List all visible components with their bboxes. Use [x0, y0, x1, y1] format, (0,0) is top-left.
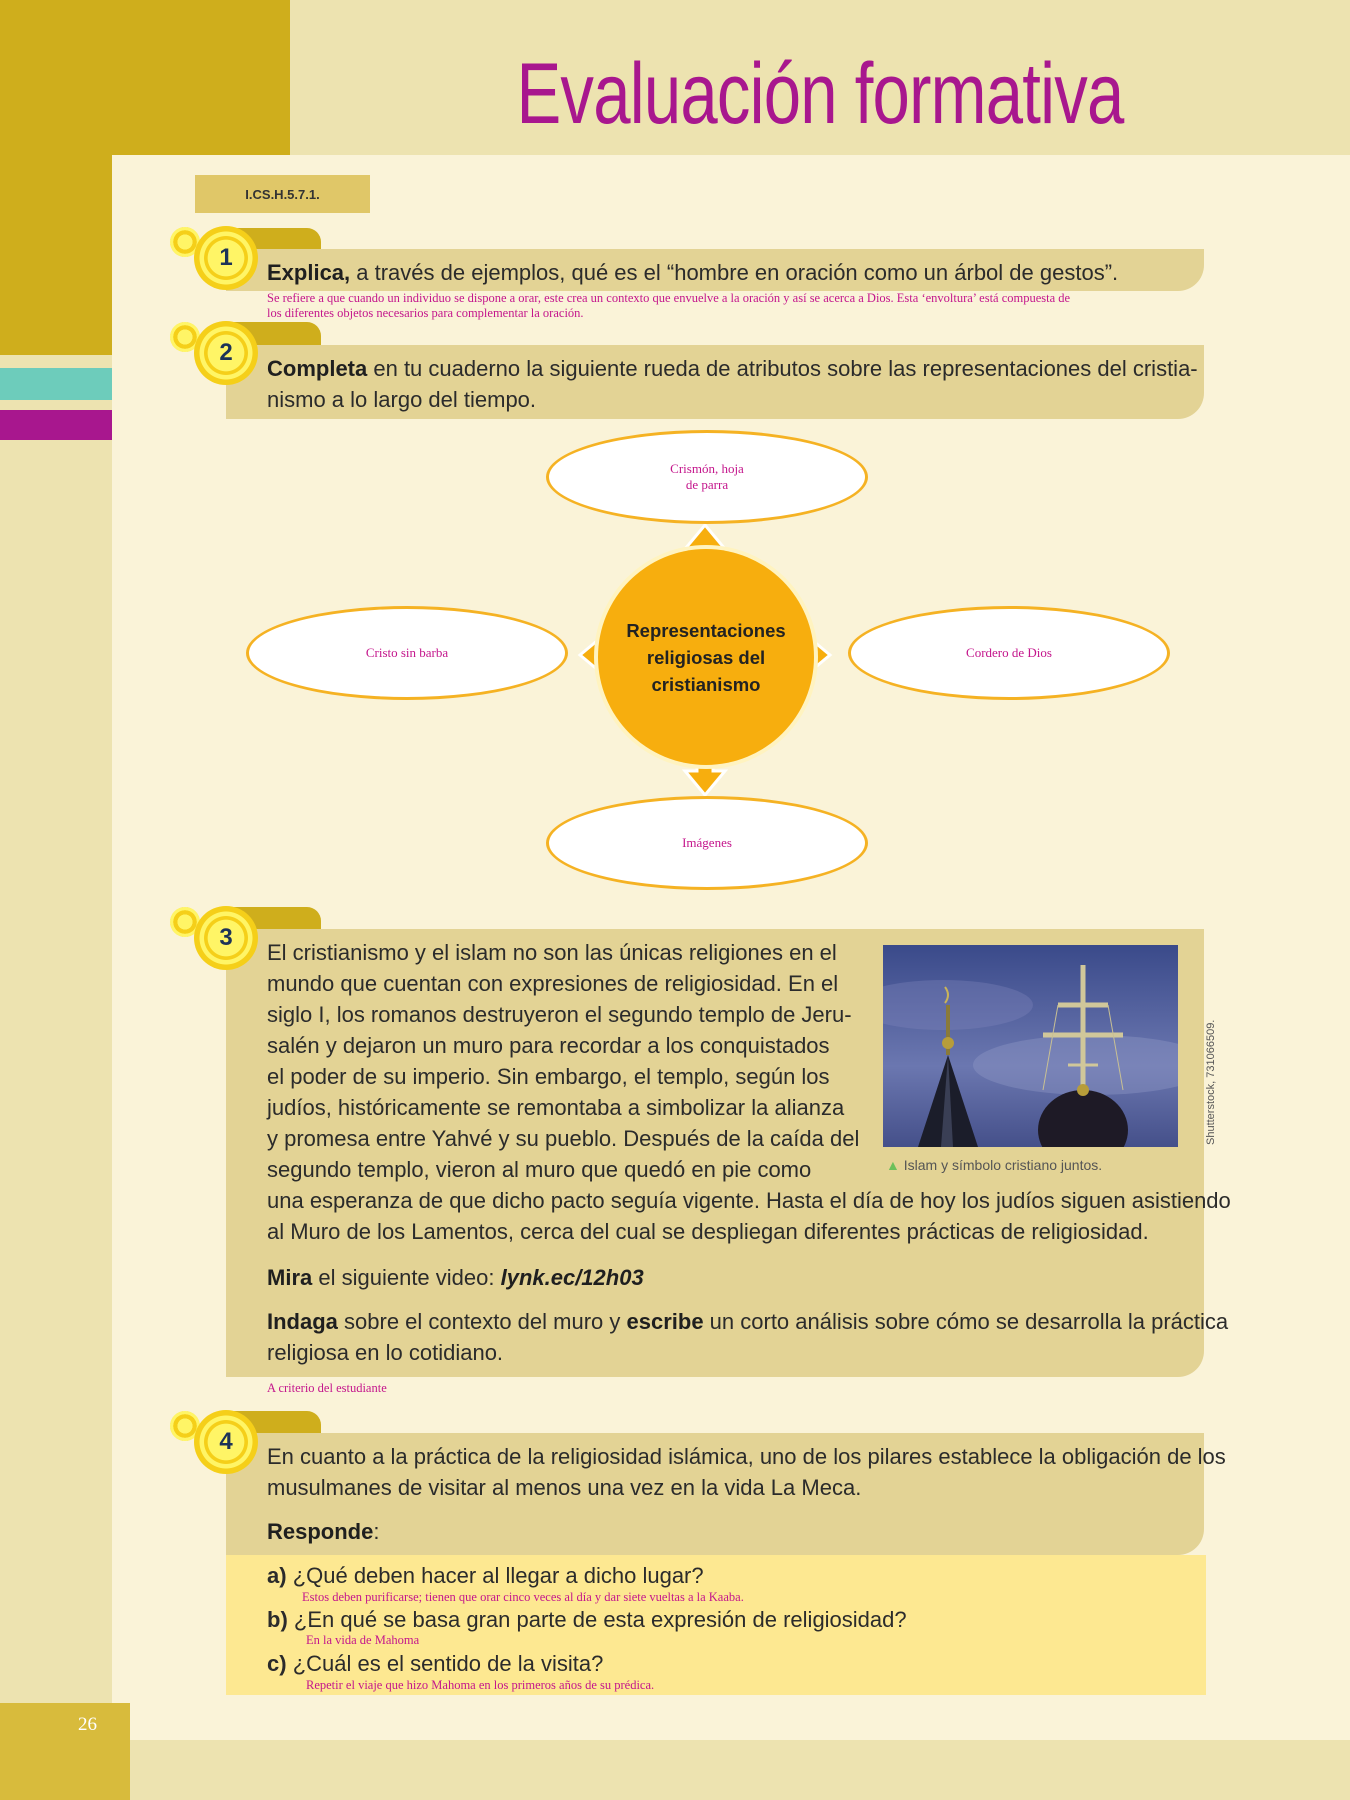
teal-stripe	[0, 368, 112, 400]
q4-item-c: c) ¿Cuál es el sentido de la visita?	[267, 1651, 604, 1676]
q4-answer-a: Estos deben purificarse; tienen que orar cinco veces al día y dar siete vueltas a la Kaaba.	[302, 1590, 744, 1604]
photo-domes	[883, 945, 1178, 1147]
wheel-left-ellipse: Cristo sin barba	[246, 606, 568, 700]
q2-text: Completa en tu cuaderno la siguiente rueda de atributos sobre las representaciones del cristia- nismo a lo largo del tiempo.	[267, 356, 1198, 412]
q4-badge: 4	[194, 1410, 258, 1474]
photo-caption: ▲ Islam y símbolo cristiano juntos.	[886, 1157, 1103, 1173]
video-link[interactable]: lynk.ec/12h03	[500, 1265, 644, 1290]
q4-answer-c: Repetir el viaje que hizo Mahoma en los primeros años de su prédica.	[306, 1678, 655, 1692]
wheel-center: Representaciones religiosas del cristianismo	[598, 549, 814, 765]
q1-badge: 1	[194, 226, 258, 290]
q3-paragraph: El cristianismo y el islam no son las únicas religiones en el mundo que cuentan con expresiones de religiosidad. En el siglo I, los romanos destruyeron el segundo templo de Jeru- salén y dejaron un muro para recordar a los conquistados el poder de su imperio. Sin embargo, el templo, según los judíos, históricamente se remontaba a simbolizar la alianza y promesa entre Yahvé y su pueblo. Después de la caída del segundo templo, vieron al muro que quedó en pie como una esperanza de que dicho pacto seguía vigente. Hasta el día de hoy los judíos siguen asistiendo al Muro de los Lamentos, cerca del cual se despliegan diferentes prácticas de religiosidad.	[267, 940, 1231, 1244]
criterion-code: I.CS.H.5.7.1.	[195, 175, 370, 213]
q4-text: En cuanto a la práctica de la religiosidad islámica, uno de los pilares establece la obligación de los musulmanes de visitar al menos una vez en la vida La Meca.	[267, 1444, 1226, 1500]
q4-item-a: a) ¿Qué deben hacer al llegar a dicho lugar?	[267, 1563, 704, 1588]
triangle-icon: ▲	[886, 1157, 900, 1173]
q4-answer-b: En la vida de Mahoma	[306, 1633, 420, 1647]
page-number-box	[0, 1703, 130, 1800]
magenta-stripe	[0, 410, 112, 440]
photo-credit: Shutterstock, 731066509.	[1205, 1019, 1217, 1145]
q3-answer: A criterio del estudiante	[267, 1381, 387, 1395]
wheel-right-ellipse: Cordero de Dios	[848, 606, 1170, 700]
q3-watch: Mira el siguiente video: lynk.ec/12h03	[267, 1265, 644, 1290]
q2-badge: 2	[194, 321, 258, 385]
wheel-top-ellipse: Crismón, hoja de parra	[546, 430, 868, 524]
wheel-bottom-ellipse: Imágenes	[546, 796, 868, 890]
q1-text: Explica, a través de ejemplos, qué es el “hombre en oración como un árbol de gestos”.	[267, 260, 1119, 285]
q1-answer: Se refiere a que cuando un individuo se dispone a orar, este crea un contexto que envuelve a la oración y así se acerca a Dios. Esta ‘envoltura’ está compuesta de los diferentes objetos necesarios para complementar la oración.	[267, 291, 1071, 320]
q4-respond: Responde:	[267, 1519, 380, 1544]
q3-task: Indaga sobre el contexto del muro y escribe un corto análisis sobre cómo se desarrolla la práctica religiosa en lo cotidiano.	[267, 1309, 1229, 1365]
q4-item-b: b) ¿En qué se basa gran parte de esta expresión de religiosidad?	[267, 1607, 907, 1632]
bottom-strip	[0, 1740, 1350, 1800]
page-title: Evaluación formativa	[516, 46, 1124, 142]
q3-badge: 3	[194, 906, 258, 970]
page-number: 26	[78, 1714, 97, 1735]
